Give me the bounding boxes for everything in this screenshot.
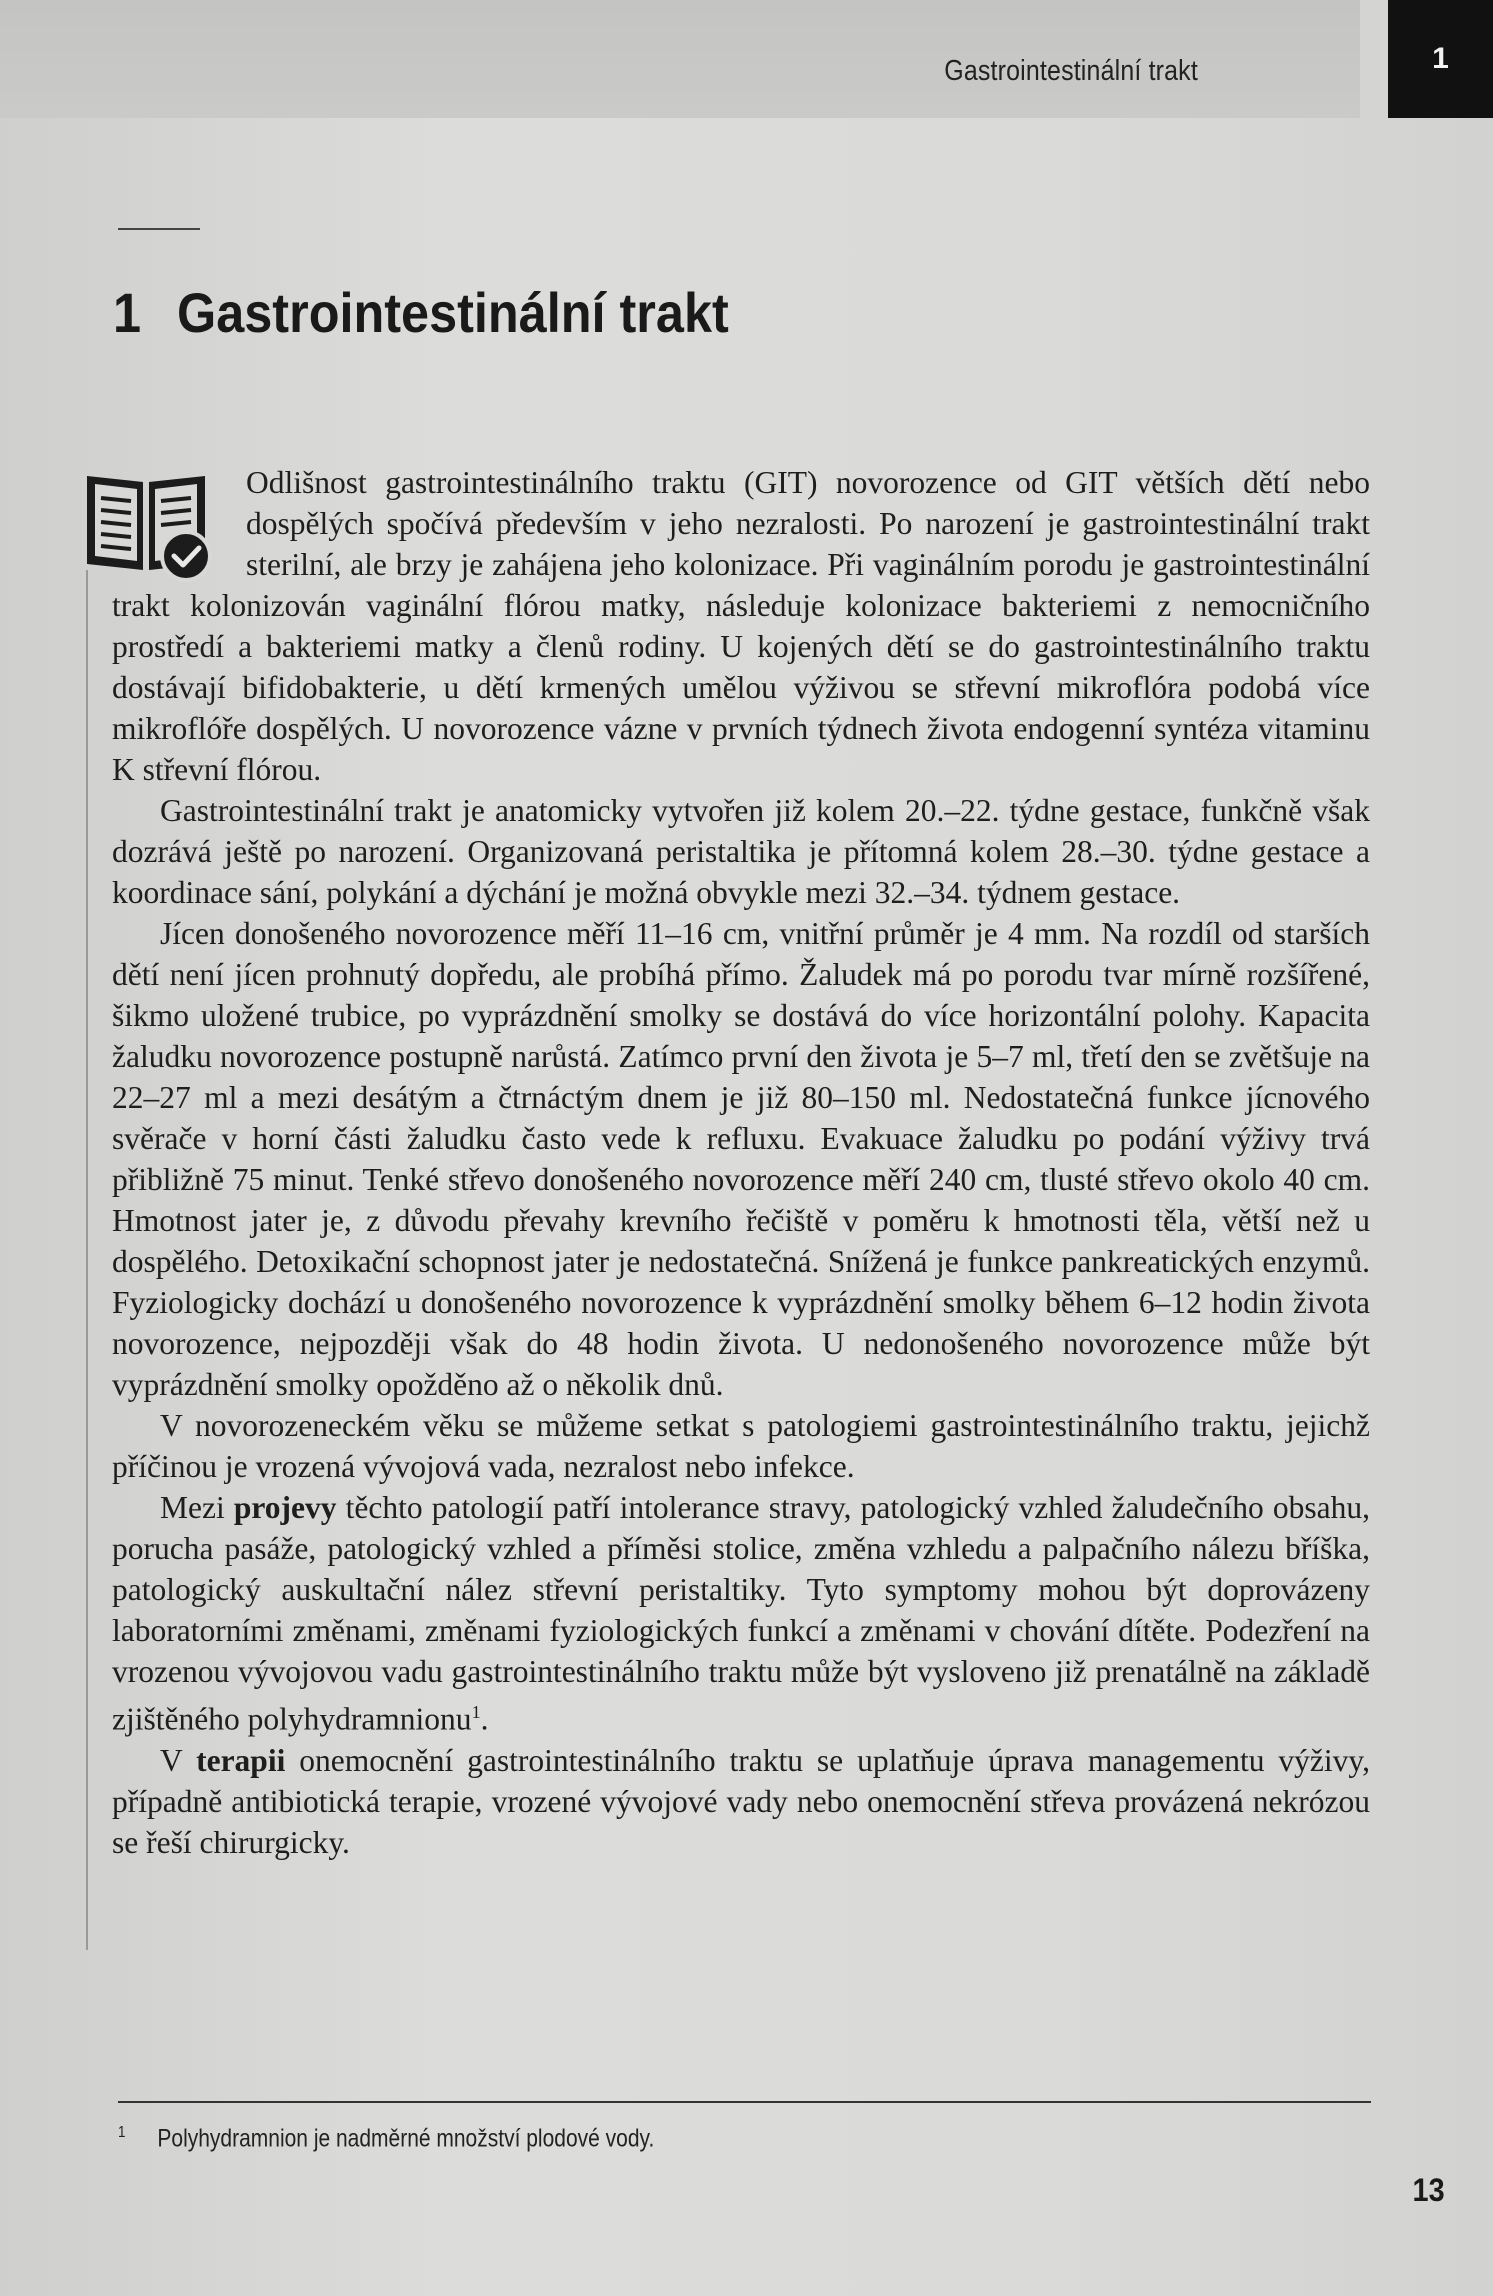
paragraph — [112, 462, 1370, 790]
paragraph — [112, 790, 1370, 913]
chapter-title: Gastrointestinální trakt — [177, 281, 729, 344]
text-run: . — [480, 1701, 489, 1737]
running-header — [0, 0, 1360, 118]
text-run: těchto patologií patří intolerance stravy, patologický vzhled žaludečního obsahu, porucha pasáže, patologický vzhled a příměsi stolice, změna vzhledu a palpačního nálezu bříška, patologický auskultační nález střevní peristaltiky. Tyto symptomy mohou být doprovázeny laboratorními změnami, změnami fyziologických funkcí a změnami v chování dítěte. Podezření na vrozenou vývojovou vadu gastrointestinálního traktu může být vysloveno již prenatálně na základě zjištěného polyhydramnionu — [112, 1490, 1370, 1737]
paragraph — [112, 1740, 1370, 1863]
text-run: Mezi — [160, 1490, 234, 1525]
text-run: V — [160, 1742, 197, 1778]
text-run: Odlišnost gastrointestinálního traktu (GIT) novorozence od GIT větších dětí nebo dospělých spočívá především v jeho nezralosti. Po narození je gastrointestinální trakt sterilní, ale brzy je zahájena jeho kolonizace. Při vaginálním porodu je gastrointestinální trakt kolonizován vaginální flórou matky, následuje kolonizace bakteriemi z nemocničního prostředí a bakteriemi matky a členů rodiny. U kojených dětí se do gastrointestinálního traktu dostávají bifidobakterie, u dětí krmených umělou výživou se střevní mikroflóra podobá více mikroflóře dospělých. U novorozence vázne v prvních týdnech života endogenní syntéza vitaminu K střevní flórou. — [112, 465, 1370, 787]
text-run: V novorozeneckém věku se můžeme setkat s patologiemi gastrointestinálního traktu, jejichž příčinou je vrozená vývojová vada, nezralost nebo infekce. — [112, 1408, 1370, 1484]
text-run: onemocnění gastrointestinálního traktu se uplatňuje úprava managementu výživy, případně antibiotická terapie, vrozené vývojové vady nebo onemocnění střeva provázená nekrózou se řeší chirurgicky. — [112, 1742, 1370, 1860]
chapter-body — [112, 462, 1370, 1863]
footnote — [118, 2124, 654, 2153]
chapter-tab-number: 1 — [1432, 42, 1449, 75]
paragraph — [112, 1405, 1370, 1487]
running-title: Gastrointestinální trakt — [944, 55, 1198, 87]
footnote-rule — [118, 2101, 1371, 2103]
margin-rule — [86, 570, 88, 1950]
footnote-ref: 1 — [471, 1702, 481, 1722]
chapter-tab — [1388, 0, 1493, 118]
icon-float-space — [112, 462, 246, 582]
emphasis-term: projevy — [233, 1490, 337, 1525]
footnote-text: Polyhydramnion je nadměrné množství plodové vody. — [157, 2124, 655, 2153]
text-run: Jícen donošeného novorozence měří 11–16 cm, vnitřní průměr je 4 mm. Na rozdíl od starších dětí není jícen prohnutý dopředu, ale probíhá přímo. Žaludek má po porodu tvar mírně rozšířené, šikmo uložené trubice, po vyprázdnění smolky se dostává do více horizontální polohy. Kapacita žaludku novorozence postupně narůstá. Zatímco první den života je 5–7 ml, třetí den se zvětšuje na 22–27 ml a mezi desátým a čtrnáctým dnem je již 80–150 ml. Nedostatečná funkce jícnového svěrače v horní části žaludku často vede k refluxu. Evakuace žaludku po podání výživy trvá přibližně 75 minut. Tenké střevo donošeného novorozence měří 240 cm, tlusté střevo okolo 40 cm. Hmotnost jater je, z důvodu převahy krevního řečiště v poměru k hmotnosti těla, větší než u dospělého. Detoxikační schopnost jater je nedostatečná. Snížená je funkce pankreatických enzymů. Fyziologicky dochází u donošeného novorozence k vyprázdnění smolky během 6–12 hodin života novorozence, nejpozději však do 48 hodin života. U nedonošeného novorozence může být vyprázdnění smolky opožděno až o několik dnů. — [112, 916, 1370, 1402]
page-number: 13 — [1412, 2172, 1445, 2208]
chapter-number: 1 — [113, 281, 142, 344]
chapter-heading — [113, 280, 729, 345]
chapter-top-rule — [118, 228, 200, 230]
text-run: Gastrointestinální trakt je anatomicky vytvořen již kolem 20.–22. týdne gestace, funkčně však dozrává ještě po narození. Organizovaná peristaltika je přítomná kolem 28.–30. týdne gestace a koordinace sání, polykání a dýchání je možná obvykle mezi 32.–34. týdnem gestace. — [112, 793, 1370, 910]
footnote-number: 1 — [118, 2124, 126, 2141]
emphasis-term: terapii — [196, 1742, 286, 1778]
paragraph — [112, 913, 1370, 1405]
paragraph — [112, 1487, 1370, 1740]
